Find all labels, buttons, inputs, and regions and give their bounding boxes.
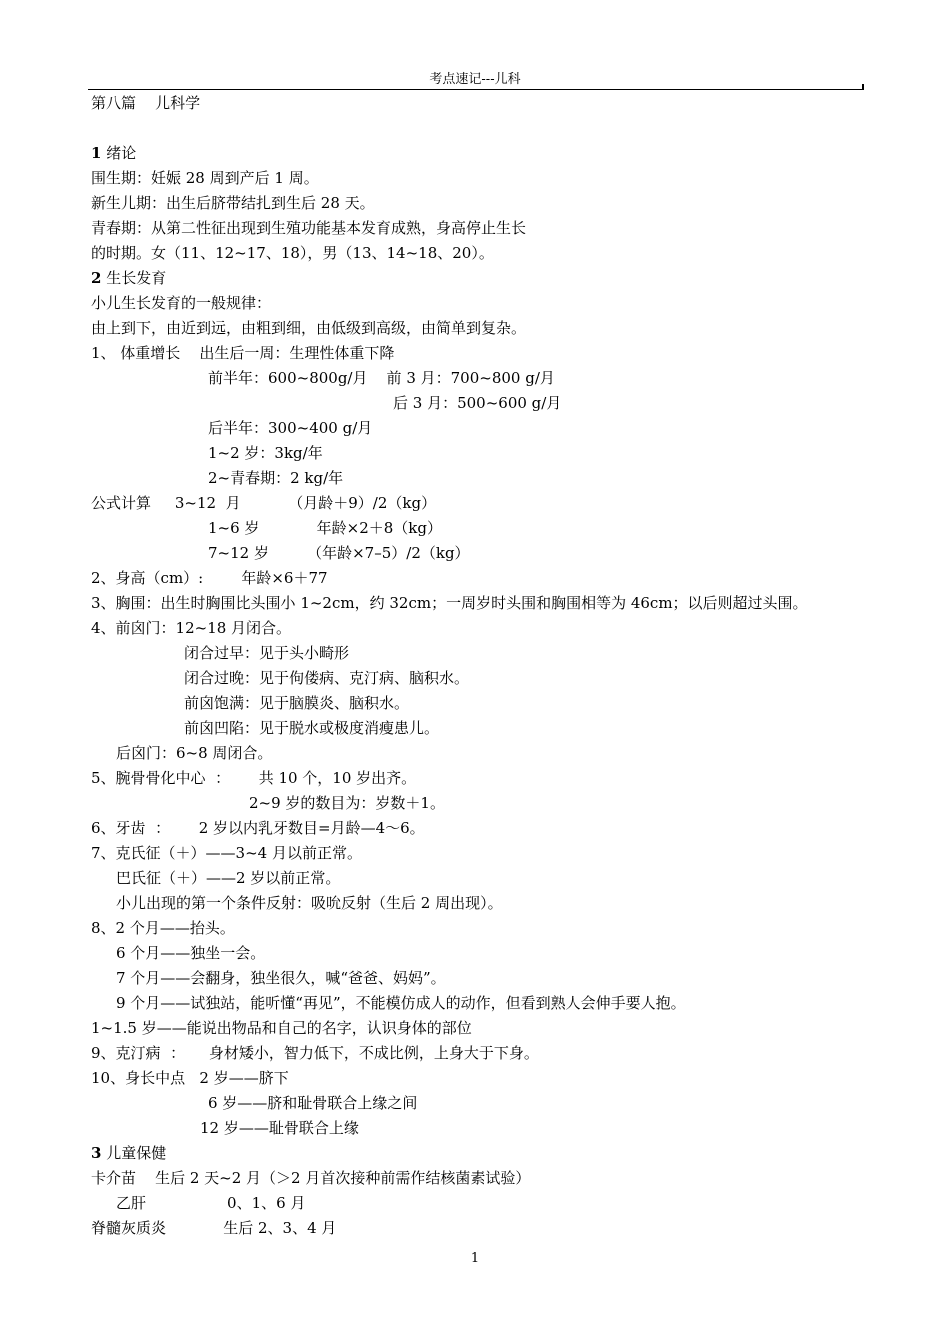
text-line: 4、前囟门：12~18 月闭合。 [91,619,292,637]
header-rule [88,89,863,90]
text-line: 2~9 岁的数目为：岁数＋1。 [249,794,445,812]
text-line: 由上到下，由近到远，由粗到细，由低级到高级，由简单到复杂。 [91,319,527,337]
running-header: 考点速记---儿科 [429,72,521,87]
text-line: 前半年：600~800g/月 前 3 月：700~800 g/月 [208,369,555,387]
text-line: 7、克氏征（＋）——3~4 月以前正常。 [91,844,362,862]
section-heading-1 [91,143,136,163]
section-title: 儿童保健 [101,1144,167,1162]
text-line: 12 岁——耻骨联合上缘 [200,1119,359,1137]
text-line: 前囟凹陷：见于脱水或极度消瘦患儿。 [184,719,440,737]
text-line: 闭合过早：见于头小畸形 [184,644,350,662]
text-line: 围生期：妊娠 28 周到产后 1 周。 [91,169,319,187]
text-line: 10、身长中点 2 岁——脐下 [91,1069,289,1087]
section-number: 2 [91,269,102,287]
text-line: 6 岁——脐和耻骨联合上缘之间 [208,1094,418,1112]
text-line: 7 个月——会翻身，独坐很久，喊“爸爸、妈妈”。 [116,969,446,987]
text-line: 前囟饱满：见于脑膜炎、脑积水。 [184,694,410,712]
section-heading-2 [91,268,166,288]
text-line: 脊髓灰质炎 生后 2、3、4 月 [91,1219,337,1237]
text-line: 小儿生长发育的一般规律： [91,294,272,312]
header-rule-mark [862,84,864,90]
section-title: 生长发育 [101,269,167,287]
text-line: 卡介苗 生后 2 天~2 月（＞2 月首次接种前需作结核菌素试验） [91,1169,531,1187]
text-line: 小儿出现的第一个条件反射：吸吮反射（生后 2 周出现）。 [116,894,503,912]
text-line: 后半年：300~400 g/月 [208,419,373,437]
text-line: 6、牙齿 ： 2 岁以内乳牙数目=月龄—4～6。 [91,819,425,837]
page-number: 1 [470,1251,480,1266]
text-line: 9、克汀病 ： 身材矮小，智力低下，不成比例，上身大于下身。 [91,1044,539,1062]
section-number: 1 [91,144,102,162]
text-line: 新生儿期：出生后脐带结扎到生后 28 天。 [91,194,375,212]
text-line: 的时期。女（11、12~17、18），男（13、14~18、20）。 [91,244,494,262]
section-title: 绪论 [101,144,137,162]
text-line: 6 个月——独坐一会。 [116,944,266,962]
part-title: 第八篇 儿科学 [91,94,201,112]
text-line: 1、 体重增长 出生后一周：生理性体重下降 [91,344,395,362]
text-line: 闭合过晚：见于佝偻病、克汀病、脑积水。 [184,669,470,687]
text-line: 2~青春期：2 kg/年 [208,469,344,487]
text-line: 9 个月——试独站，能听懂“再见”，不能模仿成人的动作，但看到熟人会伸手要人抱。 [116,994,686,1012]
text-line: 7~12 岁 （年龄×7–5）/2（kg） [208,544,470,562]
text-line: 8、2 个月——抬头。 [91,919,235,937]
text-line: 巴氏征（＋）——2 岁以前正常。 [116,869,341,887]
text-line: 1~6 岁 年龄×2＋8（kg） [208,519,442,537]
text-line: 青春期：从第二性征出现到生殖功能基本发育成熟，身高停止生长 [91,219,527,237]
section-heading-3 [91,1143,166,1163]
text-line: 后囟门：6~8 周闭合。 [116,744,273,762]
text-line: 乙肝 0、1、6 月 [116,1194,306,1212]
text-line: 5、腕骨骨化中心 ： 共 10 个，10 岁出齐。 [91,769,417,787]
text-line: 公式计算 3~12 月 （月龄＋9）/2（kg） [91,494,437,512]
text-line: 1~1.5 岁——能说出物品和自己的名字，认识身体的部位 [91,1019,472,1037]
text-line: 3、胸围：出生时胸围比头围小 1~2cm，约 32cm；一周岁时头围和胸围相等为 46cm；以后则超过头围。 [91,594,808,612]
text-line: 1~2 岁：3kg/年 [208,444,323,462]
text-line: 后 3 月：500~600 g/月 [393,394,562,412]
text-line: 2、身高（cm）: 年龄×6＋77 [91,569,328,587]
section-number: 3 [91,1144,102,1162]
